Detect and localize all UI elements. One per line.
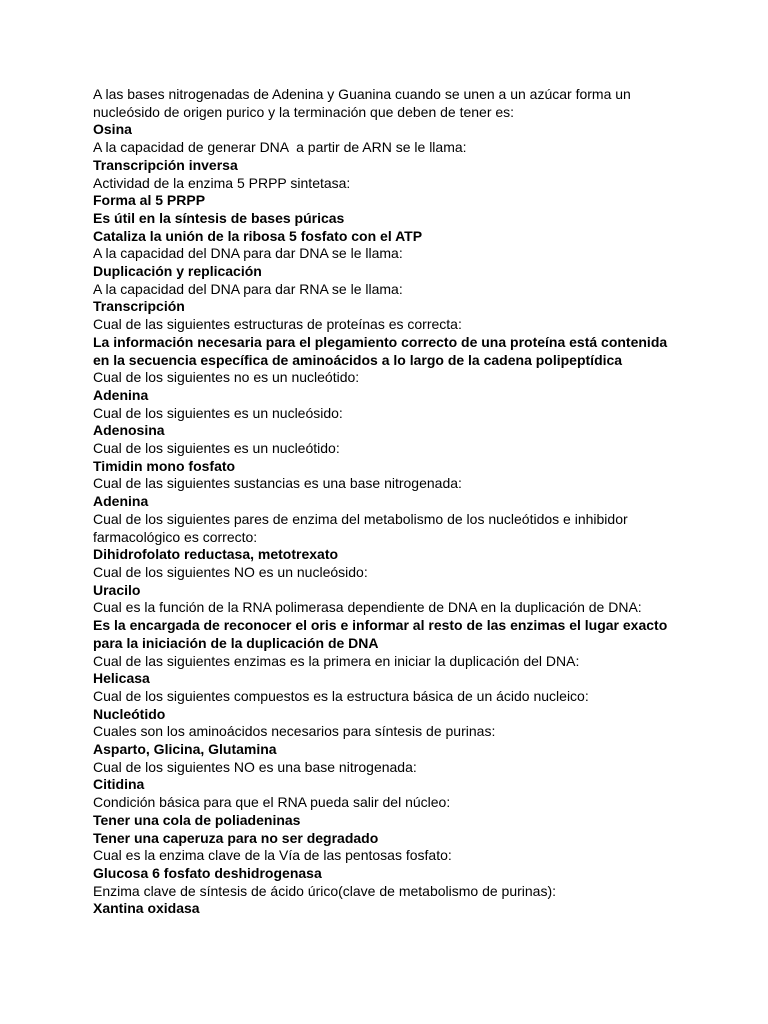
answer-line: La información necesaria para el plegamiento correcto de una proteína está contenida bbox=[93, 333, 668, 350]
question-line: Enzima clave de síntesis de ácido úrico(clave de metabolismo de purinas): bbox=[93, 882, 557, 899]
question-line: Cual de las siguientes estructuras de proteínas es correcta: bbox=[93, 316, 462, 333]
question-line: Cual de los siguientes no es un nucleótido: bbox=[93, 369, 360, 386]
answer-line: Helicasa bbox=[93, 670, 150, 687]
answer-line: Nucleótido bbox=[93, 705, 166, 722]
question-line: Cual de las siguientes enzimas es la primera en iniciar la duplicación del DNA: bbox=[93, 652, 580, 669]
answer-line: Forma al 5 PRPP bbox=[93, 192, 206, 209]
question-line: A la capacidad del DNA para dar DNA se le llama: bbox=[93, 245, 403, 262]
answer-line: para la iniciación de la duplicación de DNA bbox=[93, 634, 379, 651]
answer-line: en la secuencia específica de aminoácidos a lo largo de la cadena polipeptídica bbox=[93, 351, 623, 368]
question-line: A la capacidad de generar DNA a partir de ARN se le llama: bbox=[93, 139, 467, 156]
answer-line: Xantina oxidasa bbox=[93, 900, 200, 917]
answer-line: Adenina bbox=[93, 386, 149, 403]
answer-line: Dihidrofolato reductasa, metotrexato bbox=[93, 546, 339, 563]
question-line: Cual de los siguientes es un nucleósido: bbox=[93, 404, 343, 421]
answer-line: Tener una caperuza para no ser degradado bbox=[93, 829, 379, 846]
question-line: Cual es la enzima clave de la Vía de las pentosas fosfato: bbox=[93, 847, 452, 864]
answer-line: Asparto, Glicina, Glutamina bbox=[93, 741, 277, 758]
question-line: nucleósido de origen purico y la terminación que deben de tener es: bbox=[93, 103, 515, 120]
answer-line: Cataliza la unión de la ribosa 5 fosfato con el ATP bbox=[93, 227, 423, 244]
question-line: Cual de los siguientes pares de enzima del metabolismo de los nucleótidos e inhibidor bbox=[93, 510, 628, 527]
question-line: Cual de los siguientes compuestos es la estructura básica de un ácido nucleico: bbox=[93, 687, 589, 704]
document-body bbox=[93, 86, 693, 918]
answer-line: Duplicación y replicación bbox=[93, 263, 262, 280]
question-line: Cual de las siguientes sustancias es una base nitrogenada: bbox=[93, 475, 462, 492]
answer-line: Transcripción inversa bbox=[93, 156, 238, 173]
question-line: farmacológico es correcto: bbox=[93, 528, 258, 545]
answer-line: Citidina bbox=[93, 776, 145, 793]
answer-line: Es la encargada de reconocer el oris e informar al resto de las enzimas el lugar exacto bbox=[93, 617, 668, 634]
answer-line: Glucosa 6 fosfato deshidrogenasa bbox=[93, 864, 322, 881]
answer-line: Adenosina bbox=[93, 422, 165, 439]
question-line: Condición básica para que el RNA pueda salir del núcleo: bbox=[93, 794, 451, 811]
answer-line: Transcripción bbox=[93, 298, 185, 315]
answer-line: Osina bbox=[93, 121, 132, 138]
question-line: A la capacidad del DNA para dar RNA se le llama: bbox=[93, 280, 403, 297]
question-line: A las bases nitrogenadas de Adenina y Guanina cuando se unen a un azúcar forma un bbox=[93, 86, 631, 102]
answer-line: Adenina bbox=[93, 493, 149, 510]
answer-line: Timidin mono fosfato bbox=[93, 457, 236, 474]
question-line: Cual de los siguientes es un nucleótido: bbox=[93, 440, 340, 457]
answer-line: Tener una cola de poliadeninas bbox=[93, 811, 301, 828]
question-line: Cuales son los aminoácidos necesarios para síntesis de purinas: bbox=[93, 723, 496, 740]
question-line: Actividad de la enzima 5 PRPP sintetasa: bbox=[93, 174, 351, 191]
answer-line: Uracilo bbox=[93, 581, 141, 598]
answer-line: Es útil en la síntesis de bases púricas bbox=[93, 209, 345, 226]
question-line: Cual de los siguientes NO es un nucleósido: bbox=[93, 563, 368, 580]
question-line: Cual de los siguientes NO es una base nitrogenada: bbox=[93, 758, 417, 775]
question-line: Cual es la función de la RNA polimerasa dependiente de DNA en la duplicación de DNA: bbox=[93, 599, 642, 616]
